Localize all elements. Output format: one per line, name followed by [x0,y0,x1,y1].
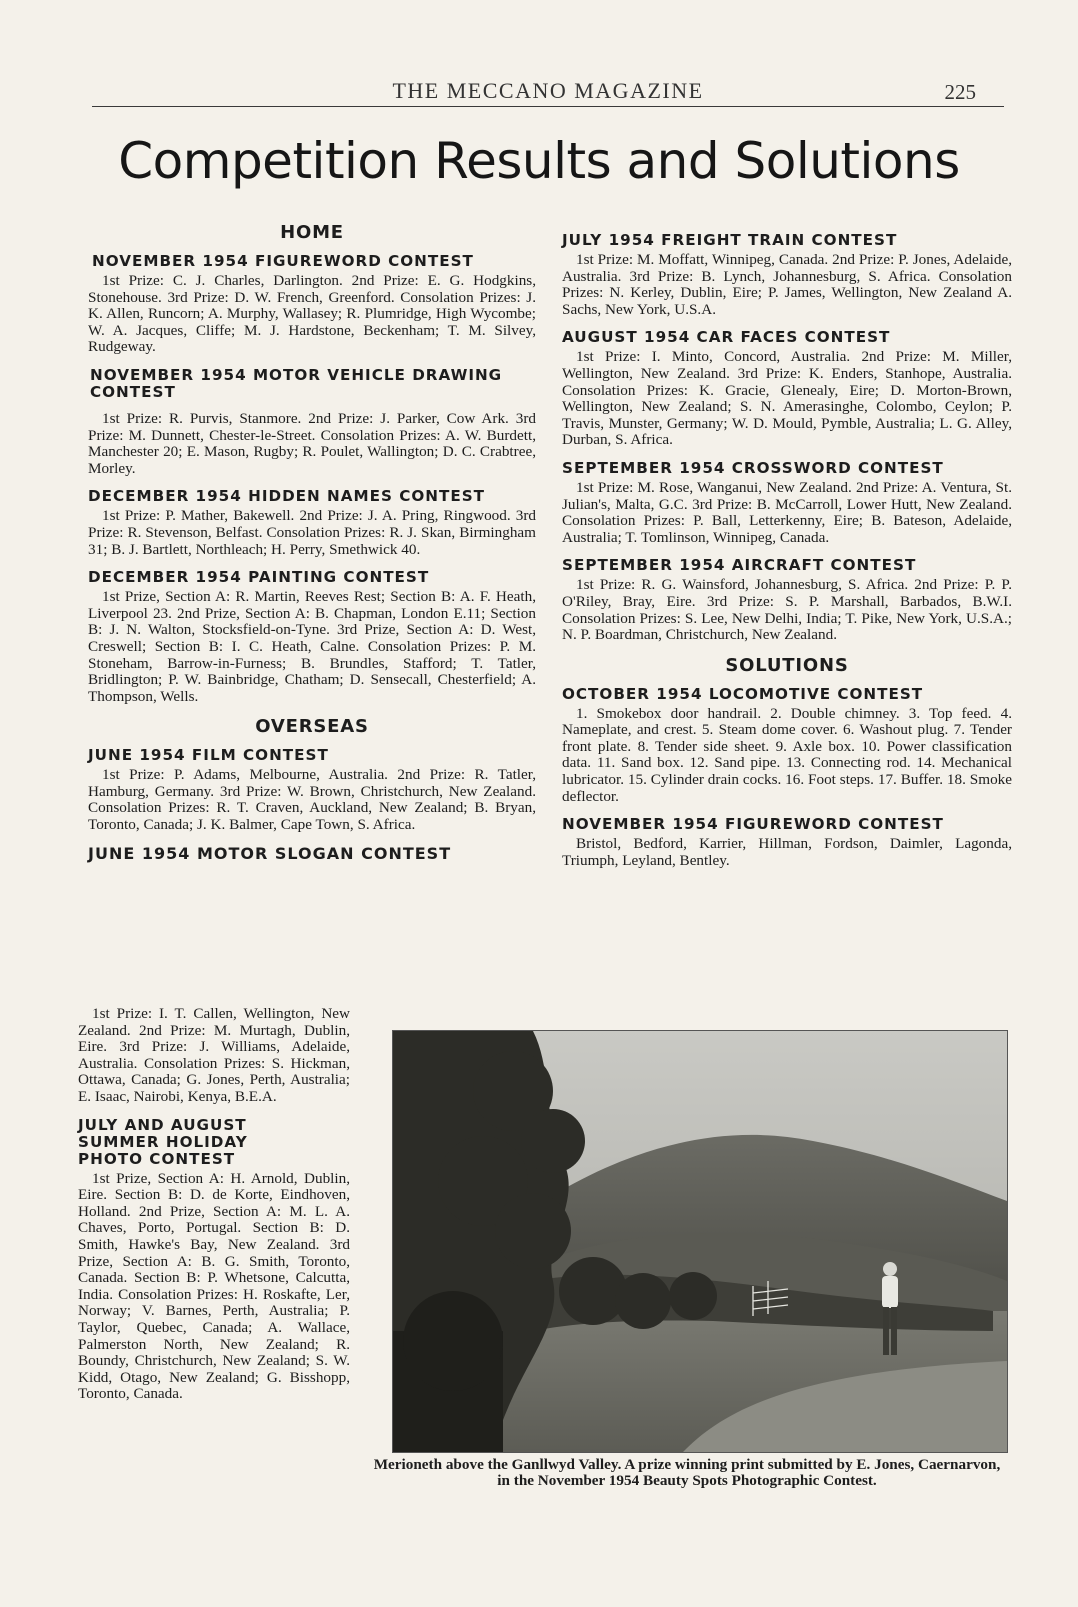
overseas-heading: OVERSEAS [255,716,369,738]
contest-heading: DECEMBER 1954 PAINTING CONTEST [88,568,430,587]
contest-heading: SEPTEMBER 1954 CROSSWORD CONTEST [562,458,944,477]
contest-heading: AUGUST 1954 CAR FACES CONTEST [562,328,891,347]
photo-caption: Merioneth above the Ganllwyd Valley. A prize winning print submitted by E. Jones, Caernarvon, in the November 1954 Beauty Spots Photographic Contest. [373,1456,1001,1489]
magazine-title: THE MECCANO MAGAZINE [392,78,704,103]
contest-results: 1st Prize: R. Purvis, Stanmore. 2nd Prize: J. Parker, Cow Ark. 3rd Prize: M. Dunnett, Chester-le-Street. Consolation Prizes: A. W. Burdett, Manchester 20; E. Mason, Rugby; R. Poulet, Wallington; D. C. Crabtree, Morley. [88,409,536,477]
landscape-illustration [393,1031,1007,1452]
page-title: Competition Results and Solutions [118,132,960,190]
contest-results: 1st Prize: P. Adams, Melbourne, Australia. 2nd Prize: R. Tatler, Hamburg, Germany. 3rd Prize: W. Brown, Christchurch, New Zealand. Consolation Prizes: R. T. Craven, Auckland, New Zealand; B. Bryan, Toronto, Canada; J. K. Balmer, Cape Town, S. Africa. [88,766,536,834]
contest-heading: DECEMBER 1954 HIDDEN NAMES CONTEST [88,487,486,506]
home-heading: HOME [280,222,344,243]
left-column [88,222,536,865]
solutions-heading: SOLUTIONS [725,654,849,676]
page-number: 225 [944,80,976,104]
landscape-photo [392,1030,1008,1453]
right-column [562,232,1012,880]
solution-heading: NOVEMBER 1954 FIGUREWORD CONTEST [562,815,944,834]
contest-results: 1st Prize: P. Mather, Bakewell. 2nd Prize: J. A. Pring, Ringwood. 3rd Prize: R. Stevenson, Belfast. Consolation Prizes: R. J. Skan, Birmingham 31; B. J. Bartlett, Northleach; H. Perry, Smethwick 40. [88,507,536,558]
contest-results: 1st Prize: I. Minto, Concord, Australia. 2nd Prize: M. Miller, Wellington, New Zealand. 3rd Prize: K. Enders, Stanhope, Australia. Consolation Prizes: K. Gracie, Glenealy, Eire; D. Morton-Brown, Wellington, New Zealand; S. N. Amerasinghe, Colombo, Ceylon; P. Travis, Munster, Germany; W. D. Mould, Pymble, Australia; L. G. Alley, Durban, S. Africa. [562,348,1012,449]
contest-heading: JUNE 1954 MOTOR SLOGAN CONTEST [88,843,452,863]
contest-results: 1st Prize: M. Moffatt, Winnipeg, Canada. 2nd Prize: P. Jones, Adelaide, Australia. 3rd Prize: B. Lynch, Johannesburg, S. Africa. Consolation Prizes: N. Kerley, Dublin, Eire; P. James, Wellington, New Zealand A. Sachs, New York, U.S.A. [562,251,1012,318]
contest-heading: SEPTEMBER 1954 AIRCRAFT CONTEST [562,556,917,575]
contest-heading: NOVEMBER 1954 FIGUREWORD CONTEST [92,252,474,270]
contest-results: 1st Prize: R. G. Wainsford, Johannesburg, S. Africa. 2nd Prize: P. P. O'Riley, Bray, Eire. 3rd Prize: S. P. Marshall, Barbados, B.W.I. Consolation Prizes: S. Lee, New Delhi, India; T. Pike, New York, U.S.A.; N. P. Boardman, Christchurch, New Zealand. [562,576,1012,644]
contest-results: 1st Prize, Section A: H. Arnold, Dublin, Eire. Section B: D. de Korte, Eindhoven, Holland. 2nd Prize, Section A: M. L. A. Chaves, Porto, Portugal. Section B: D. Smith, Hawke's Bay, New Zealand. 3rd Prize, Section A: B. G. Smith, Toronto, Canada. Section B: P. Whetsone, Calcutta, India. Consolation Prizes: H. Roskafte, Ler, Norway; V. Barnes, Perth, Australia; P. Taylor, Quebec, Canada; A. Wallace, Palmerston North, New Zealand; R. Boundy, Christchurch, New Zealand; S. W. Kidd, Otago, New Zealand; G. Bisshopp, Toronto, Canada. [78,1169,350,1403]
solution-heading: OCTOBER 1954 LOCOMOTIVE CONTEST [562,684,924,703]
contest-heading: JULY 1954 FREIGHT TRAIN CONTEST [562,231,898,249]
contest-results: 1st Prize: C. J. Charles, Darlington. 2nd Prize: E. G. Hodgkins, Stonehouse. 3rd Prize: D. W. French, Greenford. Consolation Prizes: J. K. Allen, Runcorn; A. Murphy, Wallasey; R. Plumridge, High Wycombe; W. A. Jacques, Cliffe; M. J. Hardstone, Beckenham; T. M. Silvey, Rudgeway. [88,272,536,356]
contest-heading: NOVEMBER 1954 MOTOR VEHICLE DRAWING CONTEST [90,365,503,401]
contest-results: 1st Prize, Section A: R. Martin, Reeves Rest; Section B: A. F. Heath, Liverpool 23. 2nd Prize, Section A: B. Chapman, London E.11; Section B: J. N. Walton, Stocksfield-on-Tyne. 3rd Prize, Section A: D. West, Creswell; Section B: I. C. Heath, Calne. Consolation Prizes: P. M. Stoneham, Barrow-in-Furness; B. Brundles, Stafford; T. Tatler, Bridlington; P. W. Bainbridge, Chatham; D. Sensecall, Chesterfield; A. Thompson, Wells. [88,588,536,705]
solution-text: 1. Smokebox door handrail. 2. Double chimney. 3. Top feed. 4. Nameplate, and crest. 5. Steam dome cover. 6. Washout plug. 7. Tender front plate. 8. Tender side sheet. 9. Axle box. 10. Power classification data. 11. Sand box. 12. Sand pipe. 13. Connecting rod. 14. Mechanical lubricator. 15. Cylinder drain cocks. 16. Foot steps. 17. Buffer. 18. Smoke deflector. [562,704,1012,805]
contest-heading: JULY AND AUGUST SUMMER HOLIDAY PHOTO CONTEST [78,1115,248,1168]
contest-heading: JUNE 1954 FILM CONTEST [88,746,329,765]
contest-results: 1st Prize: M. Rose, Wanganui, New Zealand. 2nd Prize: A. Ventura, St. Julian's, Malta, G.C. 3rd Prize: B. McCarroll, Lower Hutt, New Zealand. Consolation Prizes: P. Ball, Letterkenny, Eire; B. Bateson, Adelaide, Australia; T. Tomlinson, Winnipeg, Canada. [562,478,1012,546]
page-header [92,76,1004,107]
contest-results: 1st Prize: I. T. Callen, Wellington, New Zealand. 2nd Prize: M. Murtagh, Dublin, Eire. 3rd Prize: J. Williams, Adelaide, Australia. Consolation Prizes: S. Hickman, Ottawa, Canada; G. Jones, Perth, Australia; E. Isaac, Nairobi, Kenya, B.E.A. [78,1005,350,1105]
left-narrow-column [78,1002,350,1414]
solution-text: Bristol, Bedford, Karrier, Hillman, Fordson, Daimler, Lagonda, Triumph, Leyland, Bentley. [562,835,1012,869]
